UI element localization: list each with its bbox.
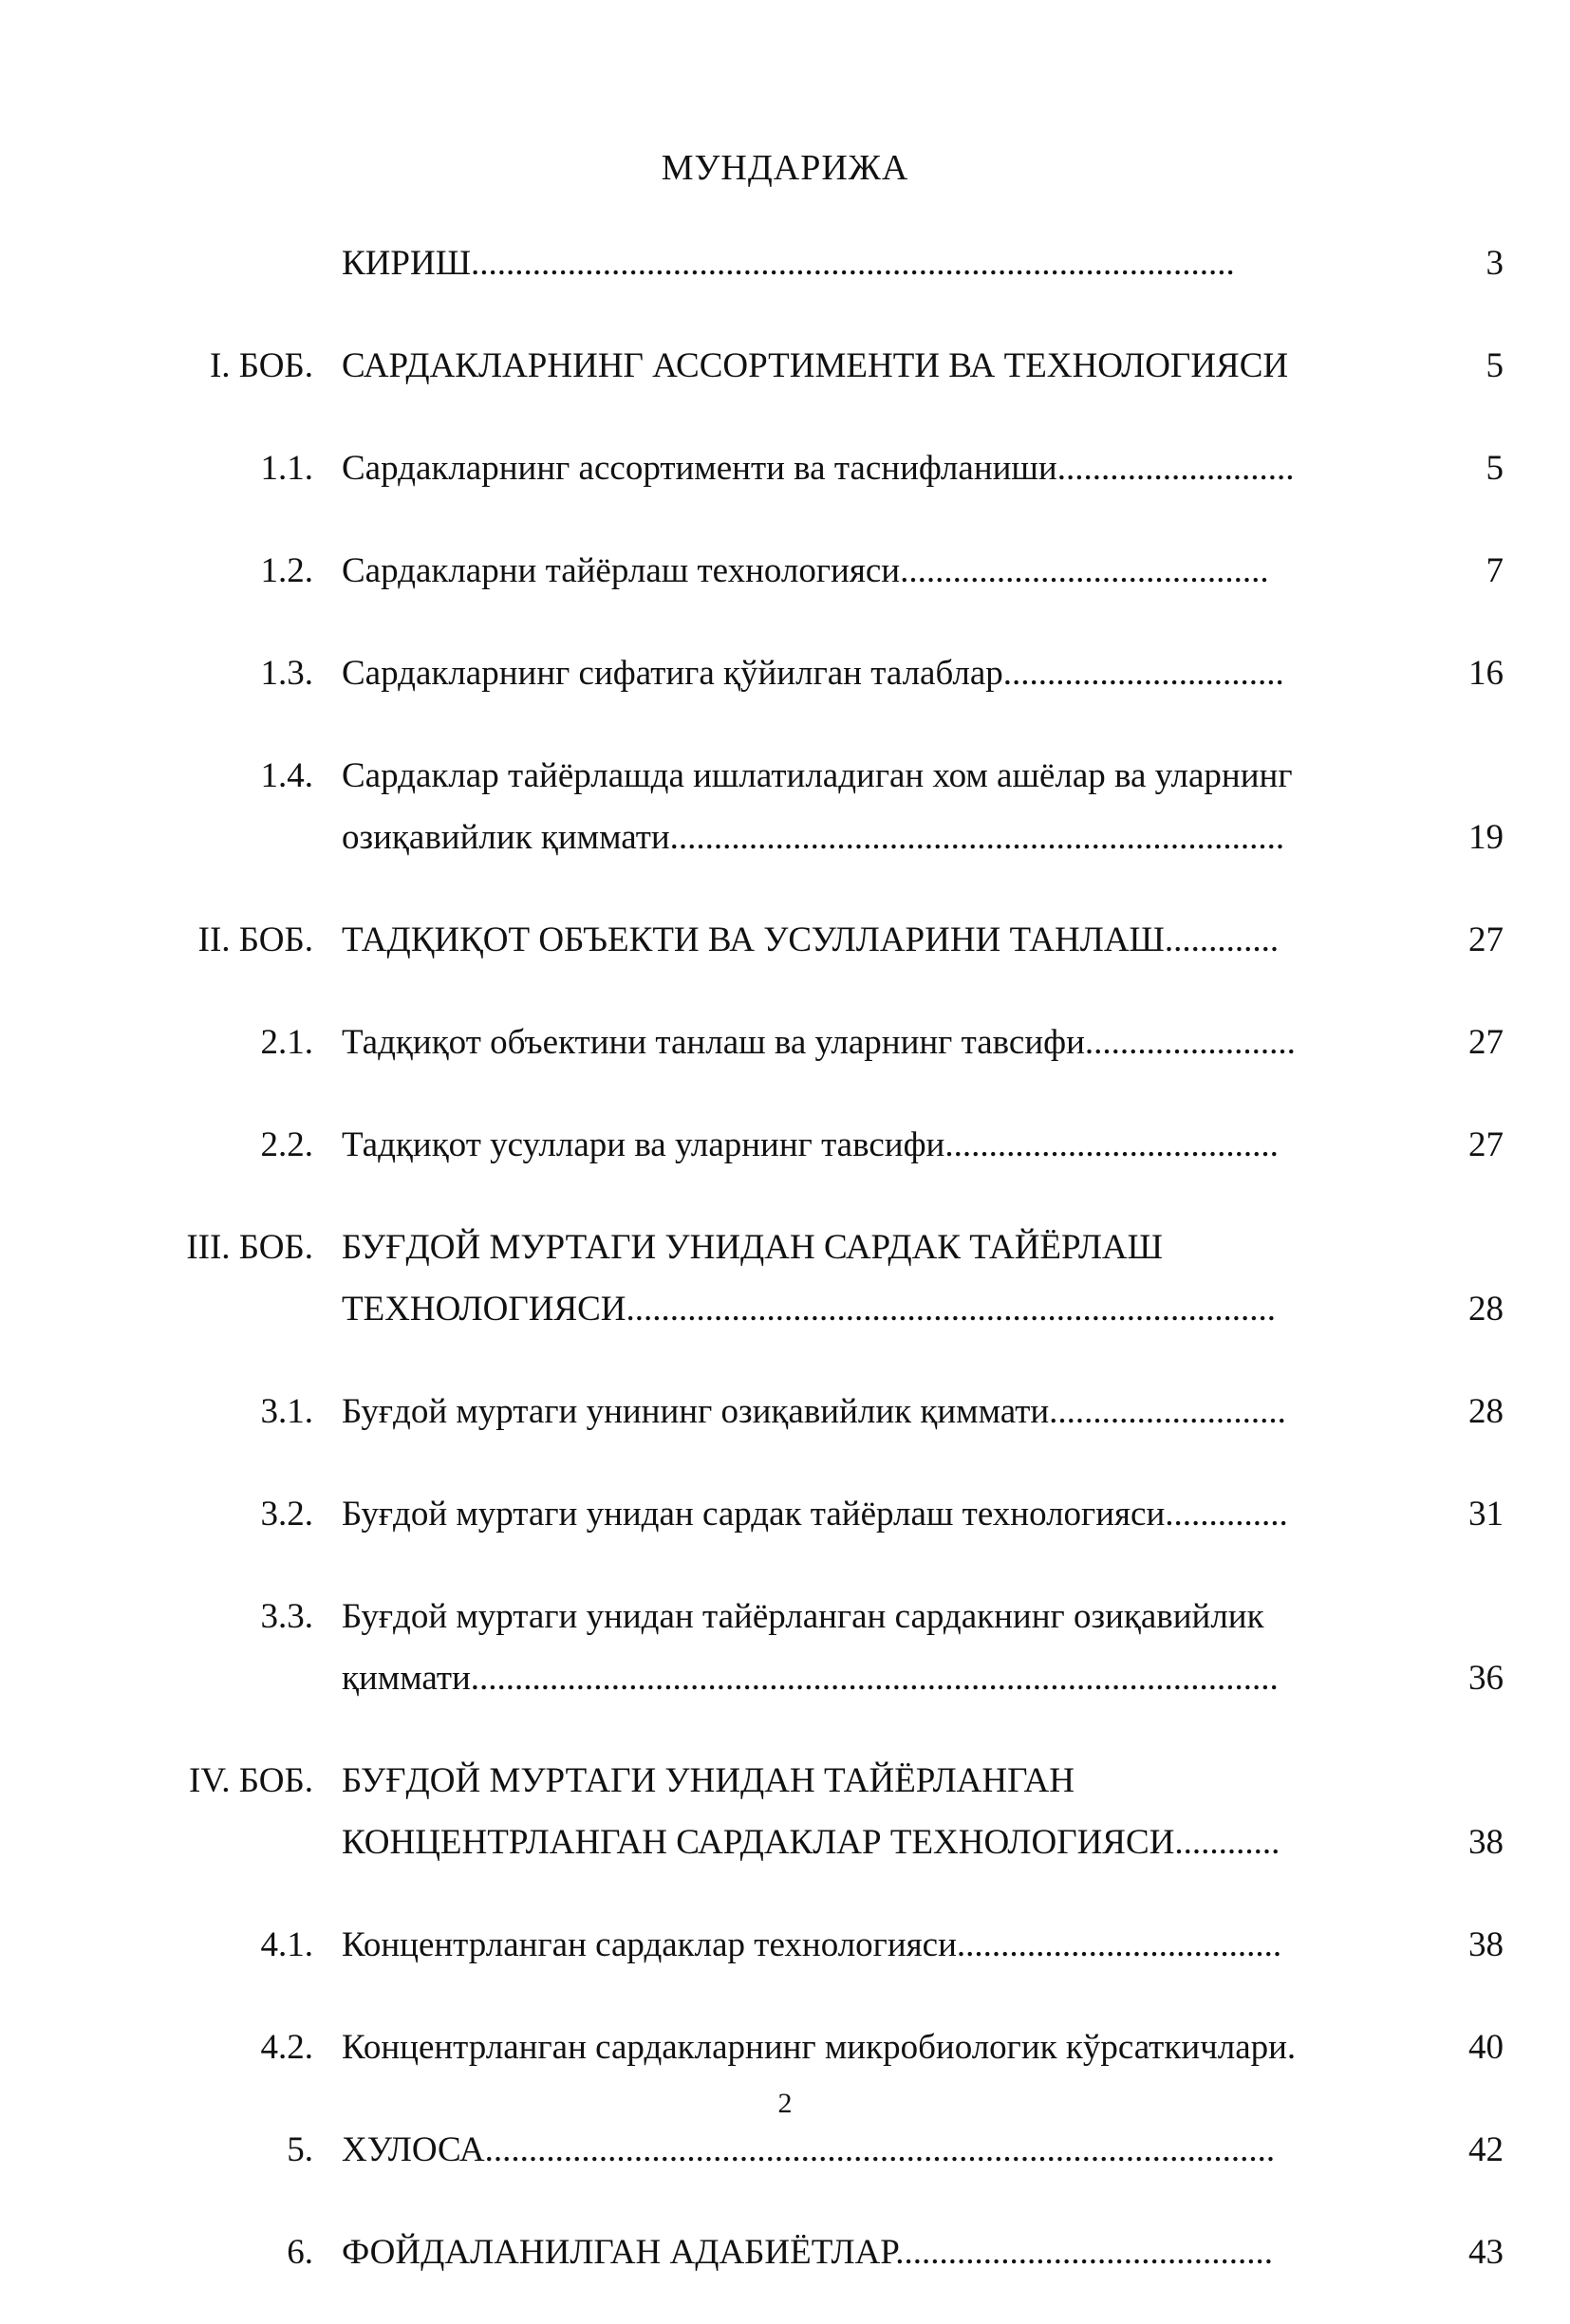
- toc-entry-page: 38: [1468, 1925, 1504, 1964]
- toc-entry-number: 6.: [287, 2233, 313, 2272]
- toc-entry-title: Сардаклар тайёрлашда ишлатиладиган хом ашёлар ва уларнинг озиқавийлик қиммати......................................................................: [342, 756, 1293, 857]
- toc-entry-title: Буғдой муртаги унидан тайёрланган сардакнинг озиқавийлик қиммати............................................................................................: [342, 1597, 1279, 1698]
- toc-entry-number: 1.3.: [260, 654, 313, 693]
- toc-entry-number: 1.2.: [260, 551, 313, 590]
- toc-entry-title: КИРИШ.......................................................................................: [342, 244, 1235, 283]
- toc-entry-number: III. БОБ.: [186, 1228, 313, 1267]
- toc-entry-number: 3.3.: [260, 1597, 313, 1636]
- toc-entry: [0, 1114, 1570, 1176]
- toc-entry-page: 38: [1468, 1823, 1504, 1862]
- toc-entry-page: 5: [1486, 449, 1504, 488]
- toc-entry-page: 7: [1486, 551, 1504, 590]
- toc-entry-page: 40: [1468, 2028, 1504, 2067]
- toc-entry-number: 5.: [287, 2130, 313, 2169]
- toc-entry: [0, 2119, 1570, 2181]
- toc-entry-number: 2.2.: [260, 1125, 313, 1164]
- toc-entry-page: 28: [1468, 1392, 1504, 1431]
- toc-heading: МУНДАРИЖА: [661, 148, 909, 188]
- toc-entry: [0, 1381, 1570, 1442]
- toc-entry-number: 1.4.: [260, 756, 313, 795]
- toc-entry: [0, 540, 1570, 602]
- toc-entry-page: 43: [1468, 2233, 1504, 2272]
- toc-entry-title: ТАДҚИҚОТ ОБЪЕКТИ ВА УСУЛЛАРИНИ ТАНЛАШ.............: [342, 920, 1280, 959]
- toc-entry-page: 27: [1468, 1125, 1504, 1164]
- toc-entry-page: 19: [1468, 818, 1504, 857]
- toc-entry-number: 4.2.: [260, 2028, 313, 2067]
- toc-entry-page: 16: [1468, 654, 1504, 693]
- toc-entry-number: IV. БОБ.: [189, 1761, 313, 1800]
- toc-entry: [0, 232, 1570, 294]
- toc-entry: [0, 437, 1570, 499]
- toc-entry-title: Сардакларнинг ассортименти ва таснифланиши...........................: [342, 449, 1295, 488]
- toc-entry-page: 42: [1468, 2130, 1504, 2169]
- table-of-contents: [0, 232, 1570, 2324]
- toc-entry: [0, 2222, 1570, 2283]
- page-number: 2: [777, 2088, 793, 2119]
- toc-entry: [0, 642, 1570, 704]
- toc-entry-title: БУҒДОЙ МУРТАГИ УНИДАН САРДАК ТАЙЁРЛАШ ТЕХНОЛОГИЯСИ..........................................................................: [342, 1228, 1277, 1329]
- toc-entry-page: 31: [1468, 1495, 1504, 1534]
- toc-entry-number: 1.1.: [260, 449, 313, 488]
- toc-entry-title: Тадқиқот объектини танлаш ва уларнинг тавсифи........................: [342, 1023, 1296, 1062]
- toc-entry-page: 27: [1468, 920, 1504, 959]
- toc-entry: [0, 335, 1570, 397]
- toc-entry-title: САРДАКЛАРНИНГ АССОРТИМЕНТИ ВА ТЕХНОЛОГИЯСИ: [342, 346, 1289, 385]
- toc-entry-number: 4.1.: [260, 1925, 313, 1964]
- toc-entry-title: ХУЛОСА..........................................................................................: [342, 2130, 1276, 2169]
- toc-entry: [0, 1750, 1570, 1873]
- toc-entry-page: 27: [1468, 1023, 1504, 1062]
- toc-entry-title: БУҒДОЙ МУРТАГИ УНИДАН ТАЙЁРЛАНГАН КОНЦЕНТРЛАНГАН САРДАКЛАР ТЕХНОЛОГИЯСИ............: [342, 1761, 1280, 1862]
- toc-entry-title: Буғдой муртаги унидан сардак тайёрлаш технологияси..............: [342, 1495, 1288, 1534]
- toc-entry-page: 36: [1468, 1659, 1504, 1698]
- toc-entry-page: 5: [1486, 346, 1504, 385]
- toc-entry-page: 3: [1486, 244, 1504, 283]
- toc-entry: [0, 1012, 1570, 1073]
- toc-entry-title: Сардакларнинг сифатига қўйилган талаблар................................: [342, 654, 1284, 693]
- toc-entry: [0, 1586, 1570, 1709]
- toc-entry-number: 3.2.: [260, 1495, 313, 1534]
- toc-entry: [0, 1914, 1570, 1976]
- toc-entry-number: 2.1.: [260, 1023, 313, 1062]
- toc-entry: [0, 745, 1570, 868]
- toc-entry-number: II. БОБ.: [197, 920, 313, 959]
- toc-entry-number: 3.1.: [260, 1392, 313, 1431]
- toc-entry-title: Концентрланган сардакларнинг микробиологик кўрсаткичлари.: [342, 2028, 1297, 2067]
- toc-entry-title: Буғдой муртаги унининг озиқавийлик қиммати...........................: [342, 1392, 1286, 1431]
- toc-entry-title: Тадқиқот усуллари ва уларнинг тавсифи......................................: [342, 1125, 1279, 1164]
- toc-entry-number: I. БОБ.: [209, 346, 313, 385]
- toc-entry-page: 28: [1468, 1290, 1504, 1329]
- toc-entry: [0, 1217, 1570, 1340]
- toc-entry-title: ФОЙДАЛАНИЛГАН АДАБИЁТЛАР...........................................: [342, 2233, 1274, 2272]
- toc-entry: [0, 1483, 1570, 1545]
- toc-entry: [0, 2017, 1570, 2078]
- toc-entry-title: Концентрланган сардаклар технологияси.....................................: [342, 1925, 1282, 1964]
- toc-entry: [0, 909, 1570, 971]
- toc-entry-title: Сардакларни тайёрлаш технологияси..........................................: [342, 551, 1269, 590]
